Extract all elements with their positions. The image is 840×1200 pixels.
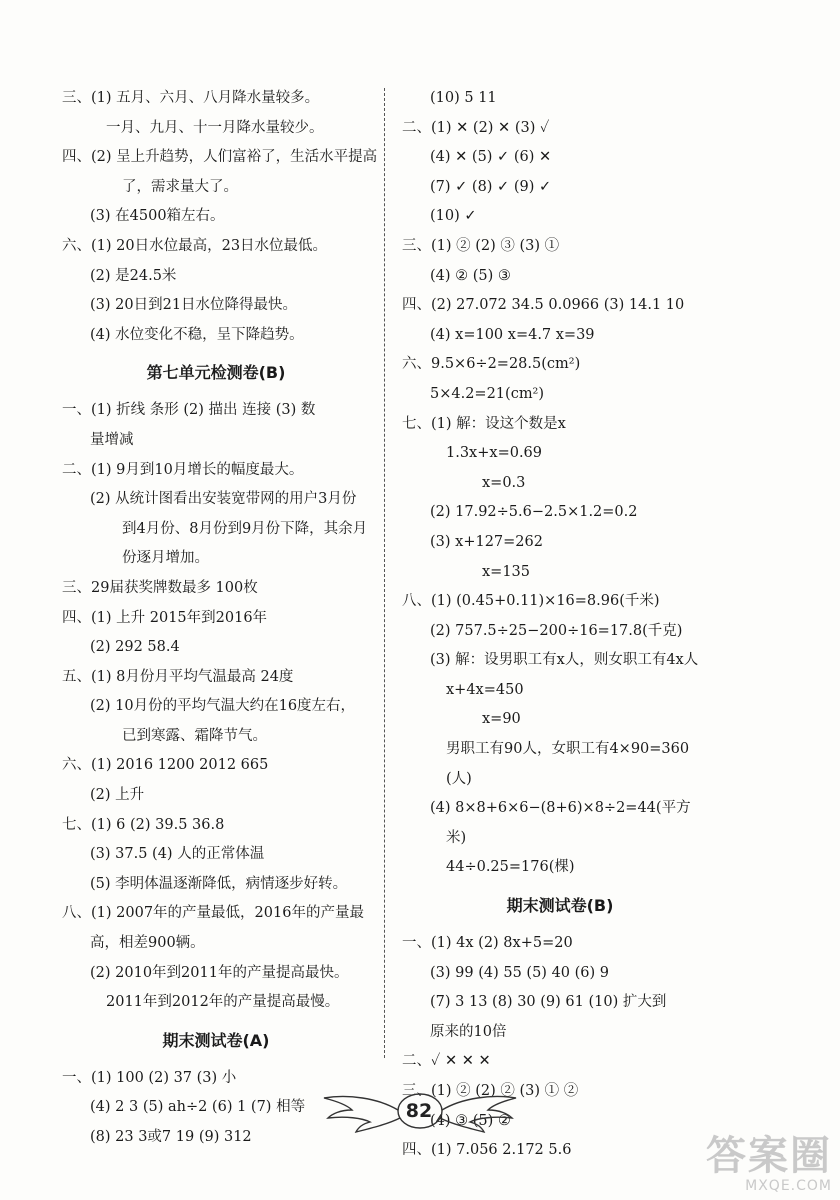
answer-line: (3) 20日到21日水位降得最快。: [90, 297, 298, 314]
answer-line: 44÷0.25=176(棵): [446, 859, 575, 876]
answer-line: (2) 10月份的平均气温大约在16度左右，: [90, 698, 356, 715]
answer-line: x=90: [482, 711, 521, 728]
answer-line: (2) 是24.5米: [90, 267, 177, 284]
answer-line: (10) ✓: [430, 208, 477, 225]
answer-line: 已到寒露、霜降节气。: [122, 727, 267, 744]
answer-line: 八、(1) (0.45+0.11)×16=8.96(千米): [402, 593, 660, 610]
left-column: [62, 84, 378, 1153]
answer-line: (5) 李明体温逐渐降低，病情逐步好转。: [90, 875, 348, 892]
answer-line: 六、(1) 20日水位最高，23日水位最低。: [62, 237, 328, 254]
answer-line: 1.3x+x=0.69: [446, 445, 542, 462]
answer-line: 高，相差900辆。: [90, 935, 205, 952]
answer-line: 男职工有90人，女职工有4×90=360: [446, 741, 690, 758]
answer-line: 5×4.2=21(cm²): [430, 385, 545, 402]
answer-line: (3) 99 (4) 55 (5) 40 (6) 9: [430, 964, 609, 981]
answer-line: 到4月份、8月份到9月份下降，其余月: [122, 520, 368, 537]
answer-line: 七、(1) 6 (2) 39.5 36.8: [62, 816, 225, 833]
answer-line: 三、(1) 五月、六月、八月降水量较多。: [62, 90, 320, 106]
answer-line: 原来的10倍: [430, 1023, 507, 1040]
answer-line: (7) 3 13 (8) 30 (9) 61 (10) 扩大到: [430, 994, 667, 1011]
page-number: 82: [405, 1100, 433, 1122]
answer-line: (4) x=100 x=4.7 x=39: [430, 326, 595, 343]
section-heading: 第七单元检测卷(B): [146, 363, 286, 383]
answer-line: (3) 在4500箱左右。: [90, 208, 225, 225]
answer-line: 一、(1) 折线 条形 (2) 描出 连接 (3) 数: [62, 402, 316, 419]
answer-line: 四、(2) 呈上升趋势，人们富裕了，生活水平提高: [62, 149, 378, 166]
section-heading: 期末测试卷(B): [506, 896, 614, 916]
answer-line: (2) 上升: [90, 787, 145, 804]
answer-line: 四、(1) 上升 2015年到2016年: [62, 609, 268, 626]
answer-line: 六、(1) 2016 1200 2012 665: [62, 757, 269, 774]
answer-line: (3) 解：设男职工有x人，则女职工有4x人: [430, 652, 699, 669]
answer-line: (4) ② (5) ③: [430, 267, 511, 284]
answer-line: (2) 2010年到2011年的产量提高最快。: [90, 964, 349, 981]
right-column: [402, 84, 718, 1166]
answer-line: 八、(1) 2007年的产量最低，2016年的产量最: [62, 905, 364, 922]
section-heading: 期末测试卷(A): [162, 1030, 270, 1050]
answer-line: 四、(2) 27.072 34.5 0.0966 (3) 14.1 10: [402, 297, 685, 314]
answer-line: (3) 37.5 (4) 人的正常体温: [90, 846, 265, 863]
answer-line: 三、(1) ② (2) ② (3) ① ②: [402, 1083, 579, 1099]
answer-line: (人): [446, 770, 472, 787]
answer-line: 份逐月增加。: [122, 550, 209, 567]
answer-line: (3) x+127=262: [430, 533, 543, 550]
answer-line: 七、(1) 解：设这个数是x: [402, 415, 566, 432]
answer-line: (4) 水位变化不稳，呈下降趋势。: [90, 326, 304, 343]
page-number-badge: [318, 1088, 522, 1136]
answer-line: 二、(1) ✕ (2) ✕ (3) ✓: [402, 119, 550, 136]
watermark-logo: 答案圈: [706, 1133, 832, 1179]
answer-line: (2) 从统计图看出安装宽带网的用户3月份: [90, 491, 357, 508]
answer-line: 了，需求量大了。: [122, 178, 238, 195]
watermark-url: MXQE.COM: [745, 1178, 832, 1194]
answer-line: (4) ③ (5) ②: [430, 1112, 511, 1129]
answer-line: 米): [446, 829, 467, 846]
watermark: [706, 1134, 832, 1194]
answer-line: x+4x=450: [446, 681, 524, 698]
answer-line: 二、(1) 9月到10月增长的幅度最大。: [62, 461, 304, 478]
answer-line: 五、(1) 8月份月平均气温最高 24度: [62, 668, 294, 685]
answer-line: 一、(1) 100 (2) 37 (3) 小: [62, 1069, 237, 1086]
answer-line: x=135: [482, 563, 531, 580]
answer-line: 四、(1) 7.056 2.172 5.6: [402, 1142, 572, 1159]
answer-line: (2) 757.5÷25−200÷16=17.8(千克): [430, 622, 683, 639]
answer-line: (2) 17.92÷5.6−2.5×1.2=0.2: [430, 504, 638, 521]
answer-line: (4) 8×8+6×6−(8+6)×8÷2=44(平方: [430, 800, 691, 817]
answer-line: 六、9.5×6÷2=28.5(cm²): [402, 356, 581, 373]
answer-line: (4) ✕ (5) ✓ (6) ✕: [430, 149, 552, 166]
answer-line: x=0.3: [482, 474, 526, 491]
answer-line: (7) ✓ (8) ✓ (9) ✓: [430, 178, 552, 195]
answer-line: 一、(1) 4x (2) 8x+5=20: [402, 935, 573, 952]
column-divider: [384, 88, 385, 1058]
answer-line: 三、29届获奖牌数最多 100枚: [62, 579, 258, 596]
answer-line: (2) 292 58.4: [90, 639, 180, 656]
answer-line: (8) 23 3或7 19 (9) 312: [90, 1129, 252, 1145]
answer-line: 三、(1) ② (2) ③ (3) ①: [402, 237, 560, 254]
answer-line: 二、✓ ✕ ✕ ✕: [402, 1053, 491, 1070]
answer-line: 量增减: [90, 431, 134, 448]
answer-line: 2011年到2012年的产量提高最慢。: [106, 994, 340, 1011]
answer-line: (4) 2 3 (5) ah÷2 (6) 1 (7) 相等: [90, 1099, 306, 1116]
answer-line: (10) 5 11: [430, 90, 497, 106]
answer-line: 一月、九月、十一月降水量较少。: [106, 119, 324, 136]
